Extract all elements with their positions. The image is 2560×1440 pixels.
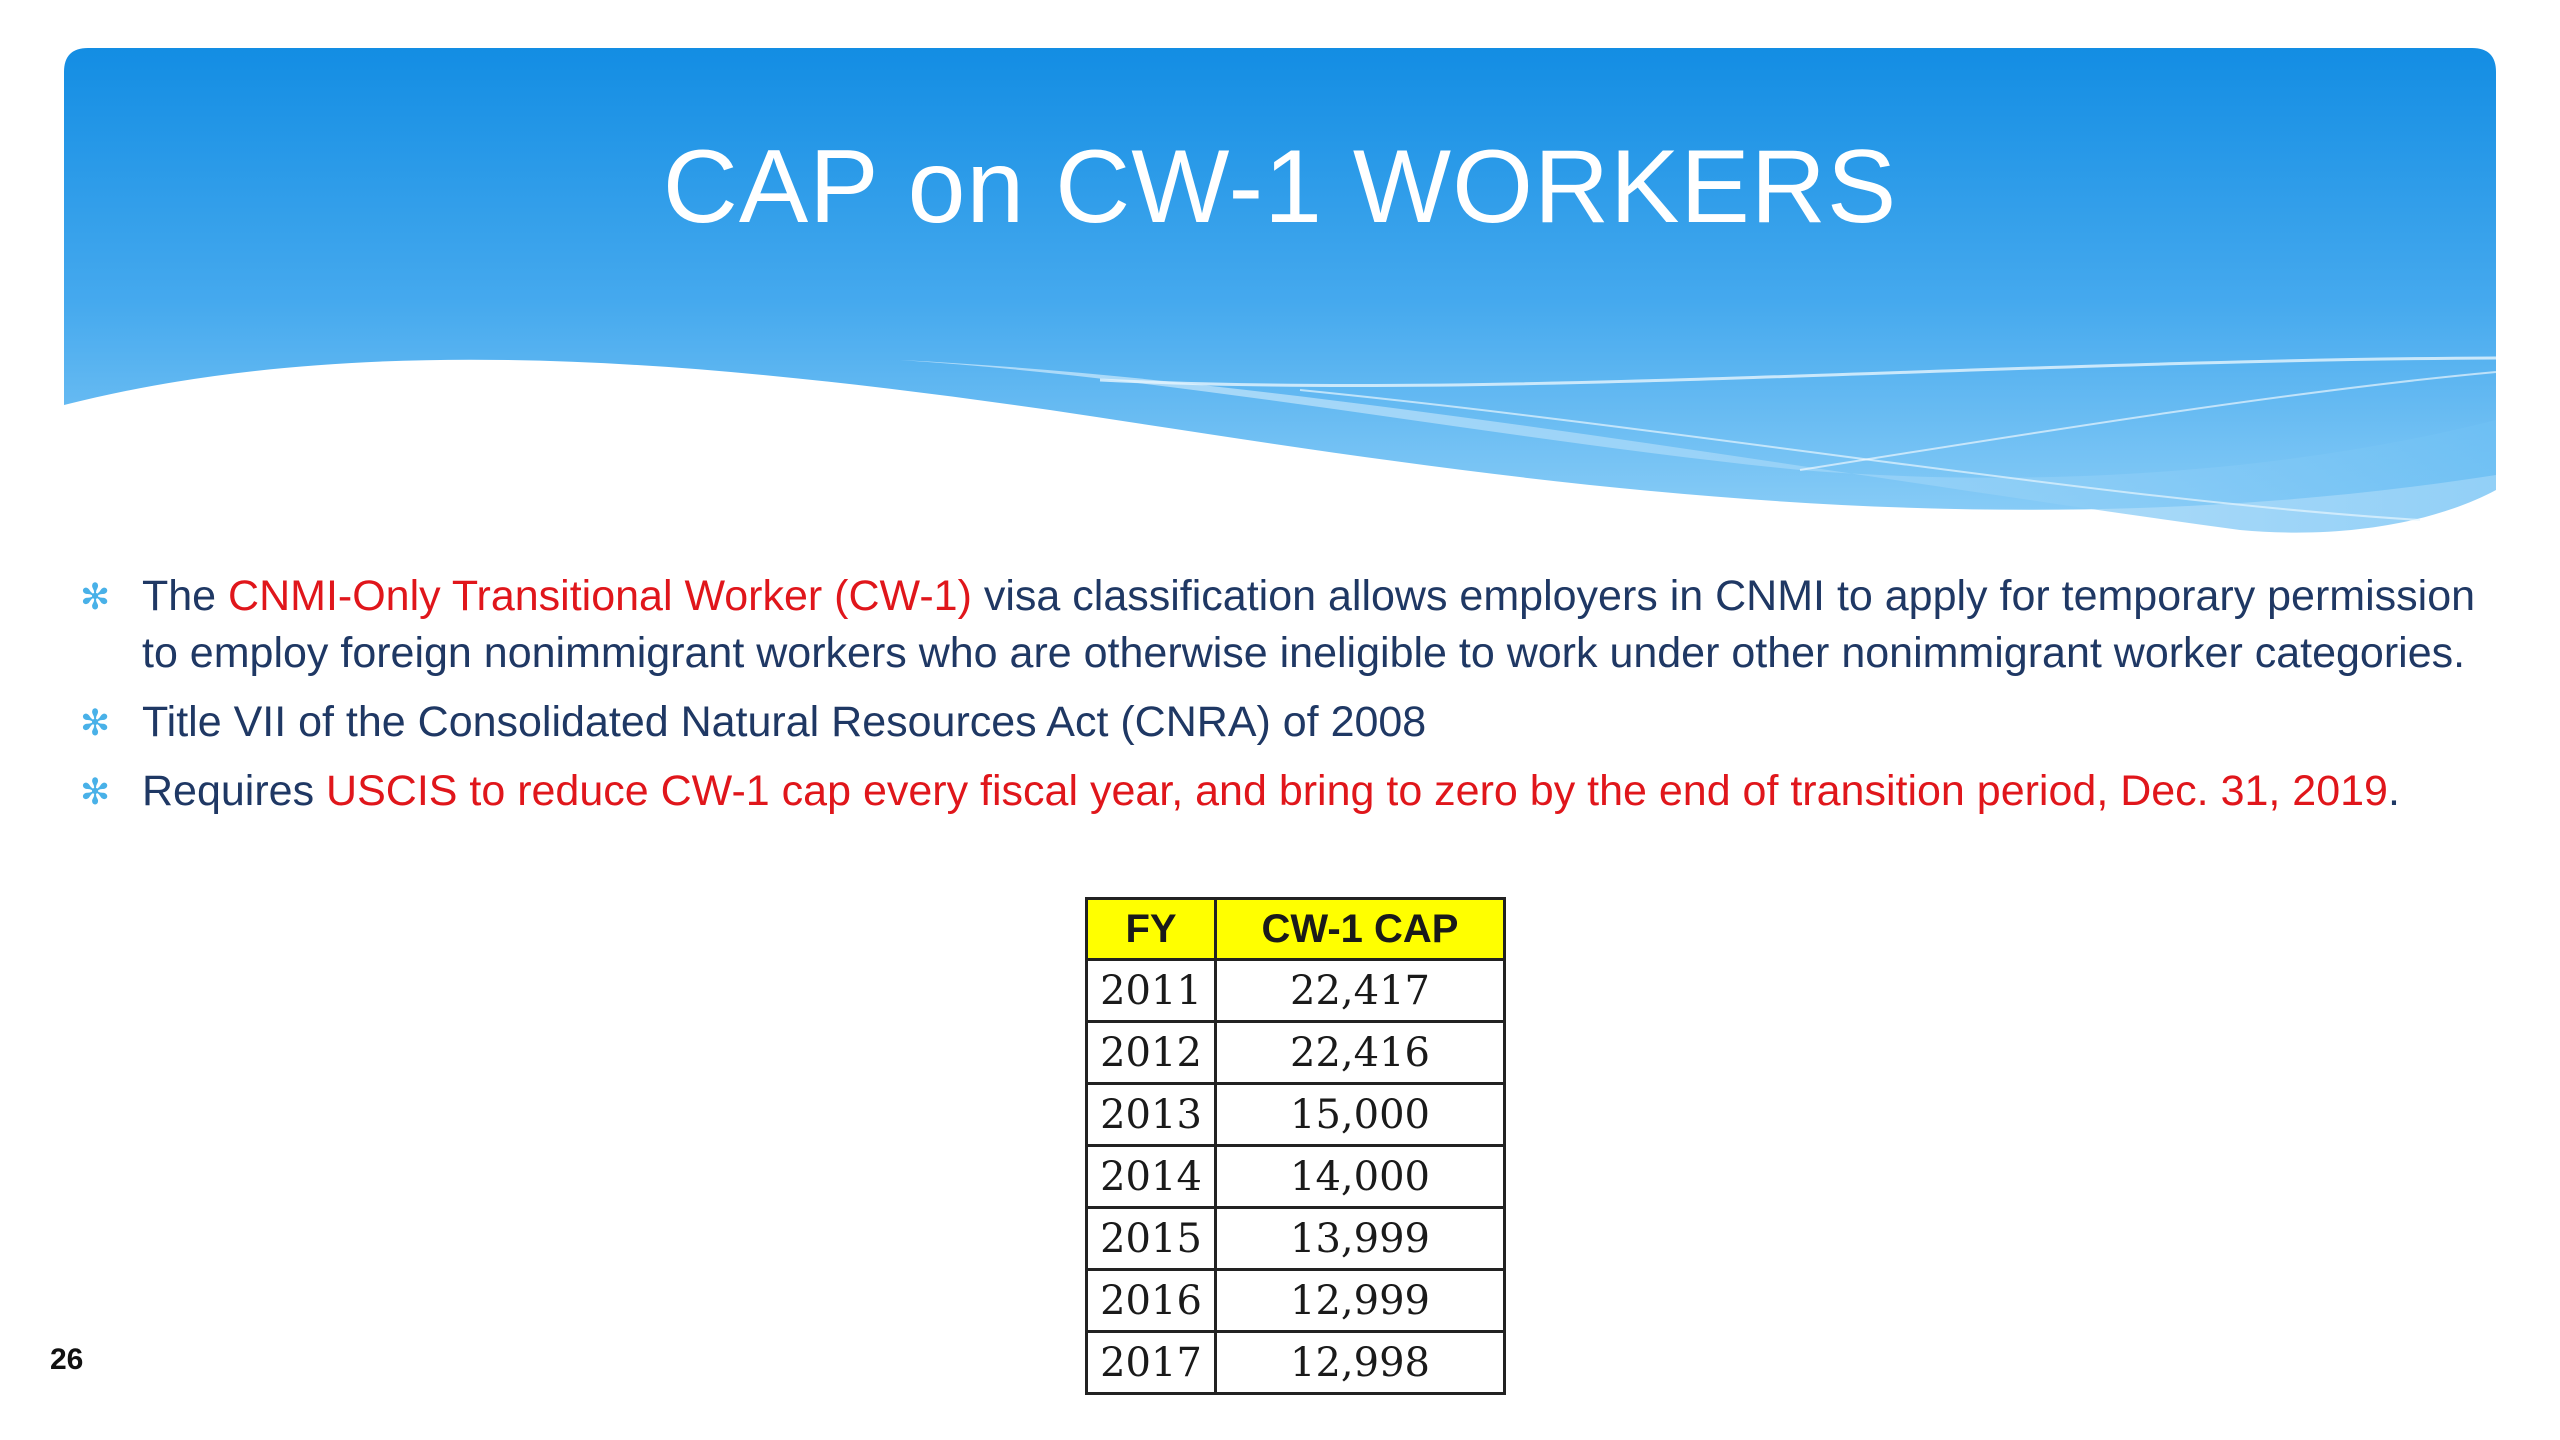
bullet-text: Requires (142, 767, 327, 815)
bullet-item (80, 763, 2500, 820)
fy-cell: 2014 (1087, 1146, 1216, 1208)
cap-cell: 13,999 (1216, 1208, 1505, 1270)
asterisk-bullet-icon: ✻ (80, 771, 111, 812)
fy-cell: 2012 (1087, 1022, 1216, 1084)
page-number: 26 (50, 1343, 84, 1376)
cap-cell: 22,416 (1216, 1022, 1505, 1084)
cap-cell: 15,000 (1216, 1084, 1505, 1146)
fy-cell: 2011 (1087, 960, 1216, 1022)
table-row (1087, 1332, 1505, 1394)
bullet-highlight: CNMI-Only Transitional Worker (CW-1) (228, 572, 972, 620)
cap-cell: 22,417 (1216, 960, 1505, 1022)
table-row (1087, 1146, 1505, 1208)
fy-cell: 2015 (1087, 1208, 1216, 1270)
title-banner (0, 0, 2560, 560)
table-row (1087, 960, 1505, 1022)
header-cw1-cap: CW-1 CAP (1216, 899, 1505, 960)
table-header-row (1087, 899, 1505, 960)
table-row (1087, 1208, 1505, 1270)
bullet-text: visa classification allows employers in CNMI to apply for temporary permission to employ foreign nonimmigrant workers who are otherwise ineligible to work under other nonimmigrant worker categories. (142, 572, 2476, 677)
asterisk-bullet-icon: ✻ (80, 576, 111, 617)
slide-title: CAP on CW-1 WORKERS (662, 129, 1898, 245)
bullet-text: . (2387, 767, 2400, 815)
bullet-text: Title VII of the Consolidated Natural Resources Act (CNRA) of 2008 (142, 698, 1427, 746)
table-row (1087, 1084, 1505, 1146)
bullet-text: The (142, 572, 229, 620)
fy-cell: 2013 (1087, 1084, 1216, 1146)
bullet-item (80, 694, 2500, 751)
cap-cell: 12,999 (1216, 1270, 1505, 1332)
table-row (1087, 1022, 1505, 1084)
bullet-item (80, 568, 2500, 682)
bullet-highlight: USCIS to reduce CW-1 cap every fiscal year, and bring to zero by the end of transition period, Dec. 31, 2019 (326, 767, 2388, 815)
asterisk-bullet-icon: ✻ (80, 702, 111, 743)
header-fy: FY (1087, 899, 1216, 960)
bullet-list (80, 568, 2500, 832)
cap-cell: 12,998 (1216, 1332, 1505, 1394)
cw1-cap-table (1085, 897, 1506, 1395)
fy-cell: 2016 (1087, 1270, 1216, 1332)
table-row (1087, 1270, 1505, 1332)
cap-cell: 14,000 (1216, 1146, 1505, 1208)
fy-cell: 2017 (1087, 1332, 1216, 1394)
